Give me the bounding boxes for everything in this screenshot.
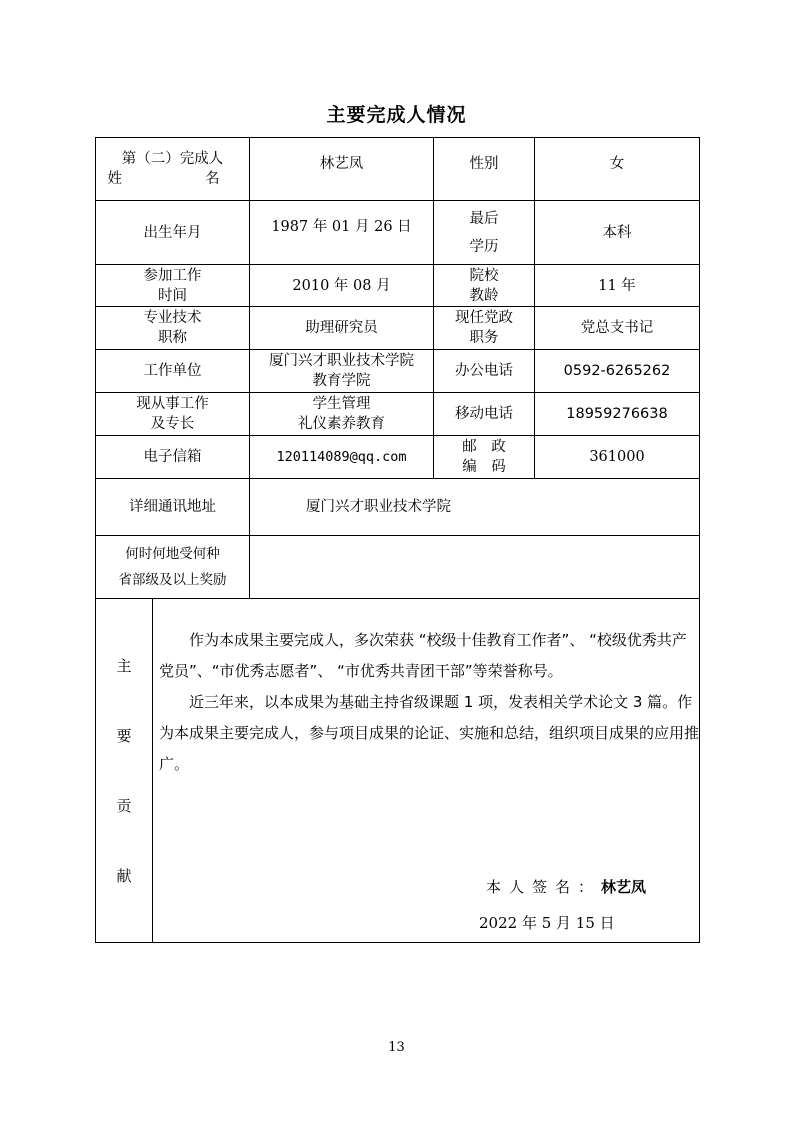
party-position-label-line2: 职务 — [469, 330, 499, 346]
party-position-label-cell — [434, 307, 535, 350]
contribution-paragraph: 近三年来，以本成果为基础主持省级课题 1 项，发表相关学术论文 3 篇。作为本成果主要完成人，参与项目成果的论证、实施和总结，组织项目成果的应用推广。 — [159, 693, 700, 773]
work-start-label-cell — [96, 265, 250, 307]
mobile-phone-value: 18959276638 — [535, 393, 700, 436]
signature-name: 林艺凤 — [601, 878, 647, 896]
table-row — [96, 307, 700, 350]
contribution-cell — [96, 599, 700, 943]
employer-label: 工作单位 — [96, 350, 250, 393]
table-row — [96, 201, 700, 265]
postcode-label-line1: 邮 政 — [462, 439, 506, 455]
name-label: 姓 名 — [107, 171, 238, 187]
table-row — [96, 350, 700, 393]
title-value: 助理研究员 — [250, 307, 434, 350]
work-start-label-line1: 参加工作 — [143, 267, 202, 284]
office-phone-value: 0592-6265262 — [535, 350, 700, 393]
signature-line — [486, 877, 646, 897]
email-value: 120114089@qq.com — [250, 436, 434, 479]
table-row — [96, 479, 700, 536]
education-value: 本科 — [535, 201, 700, 265]
party-position-value: 党总支书记 — [535, 307, 700, 350]
postcode-value: 361000 — [535, 436, 700, 479]
name-label-cell — [96, 138, 250, 201]
page-number: 13 — [388, 1040, 405, 1055]
table-row — [96, 138, 700, 201]
postcode-label-cell — [434, 436, 535, 479]
contribution-label — [116, 656, 131, 886]
table-row — [96, 536, 700, 599]
teaching-years-label-cell — [434, 265, 535, 307]
mobile-phone-label: 移动电话 — [434, 393, 535, 436]
completer-info-table — [95, 137, 700, 943]
page-title: 主要完成人情况 — [326, 104, 467, 126]
education-label-cell — [434, 201, 535, 265]
work-start-label-line2: 时间 — [158, 287, 187, 304]
address-value: 厦门兴才职业技术学院 — [250, 479, 700, 536]
employer-value-line2: 教育学院 — [312, 373, 371, 389]
table-row — [96, 599, 700, 943]
specialty-label-line1: 现从事工作 — [136, 396, 209, 412]
title-label-cell — [96, 307, 250, 350]
contribution-text — [153, 599, 699, 780]
email-label: 电子信箱 — [96, 436, 250, 479]
birth-value: 1987 年 01 月 26 日 — [250, 201, 434, 265]
table-row — [96, 436, 700, 479]
contribution-label-char: 要 — [116, 726, 132, 745]
teaching-years-value: 11 年 — [535, 265, 700, 307]
signature-date: 2022 年 5 月 15 日 — [479, 914, 615, 932]
contribution-label-char: 主 — [116, 656, 132, 675]
contribution-label-column — [96, 599, 153, 942]
specialty-value-cell — [250, 393, 434, 436]
name-value: 林艺凤 — [250, 138, 434, 201]
specialty-label-cell — [96, 393, 250, 436]
employer-value-cell — [250, 350, 434, 393]
awards-label-line1: 何时何地受何种 — [125, 546, 220, 562]
title-label-line1: 专业技术 — [143, 310, 202, 326]
teaching-years-label-line1: 院校 — [469, 267, 499, 284]
birth-label: 出生年月 — [96, 201, 250, 265]
table-row — [96, 265, 700, 307]
specialty-value-line1: 学生管理 — [312, 396, 371, 412]
contribution-content — [153, 599, 699, 942]
title-label-line2: 职称 — [158, 330, 187, 346]
teaching-years-label-line2: 教龄 — [469, 287, 499, 304]
gender-label: 性别 — [434, 138, 535, 201]
office-phone-label: 办公电话 — [434, 350, 535, 393]
party-position-label-line1: 现任党政 — [455, 310, 513, 326]
education-label-line2: 学历 — [469, 238, 499, 255]
specialty-label-line2: 及专长 — [150, 416, 195, 432]
contribution-paragraph: 作为本成果主要完成人，多次荣获 “校级十佳教育工作者”、 “校级优秀共产党员”、“市优秀志愿者”、 “市优秀共青团干部”等荣誉称号。 — [159, 631, 687, 680]
postcode-label-line2: 编 码 — [462, 459, 506, 475]
contribution-label-char: 贡 — [116, 796, 132, 815]
completer-order-label: 第（二）完成人 — [121, 151, 224, 167]
table-row — [96, 393, 700, 436]
specialty-value-line2: 礼仪素养教育 — [298, 416, 385, 432]
contribution-label-char: 献 — [116, 866, 132, 885]
address-label: 详细通讯地址 — [96, 479, 250, 536]
gender-value: 女 — [535, 138, 700, 201]
work-start-value: 2010 年 08 月 — [250, 265, 434, 307]
awards-value — [250, 536, 700, 599]
education-label-line1: 最后 — [469, 210, 499, 227]
signature-label: 本人签名： — [486, 878, 602, 896]
awards-label-line2: 省部级及以上奖励 — [118, 572, 227, 588]
employer-value-line1: 厦门兴才职业技术学院 — [269, 353, 414, 369]
awards-label-cell — [96, 536, 250, 599]
